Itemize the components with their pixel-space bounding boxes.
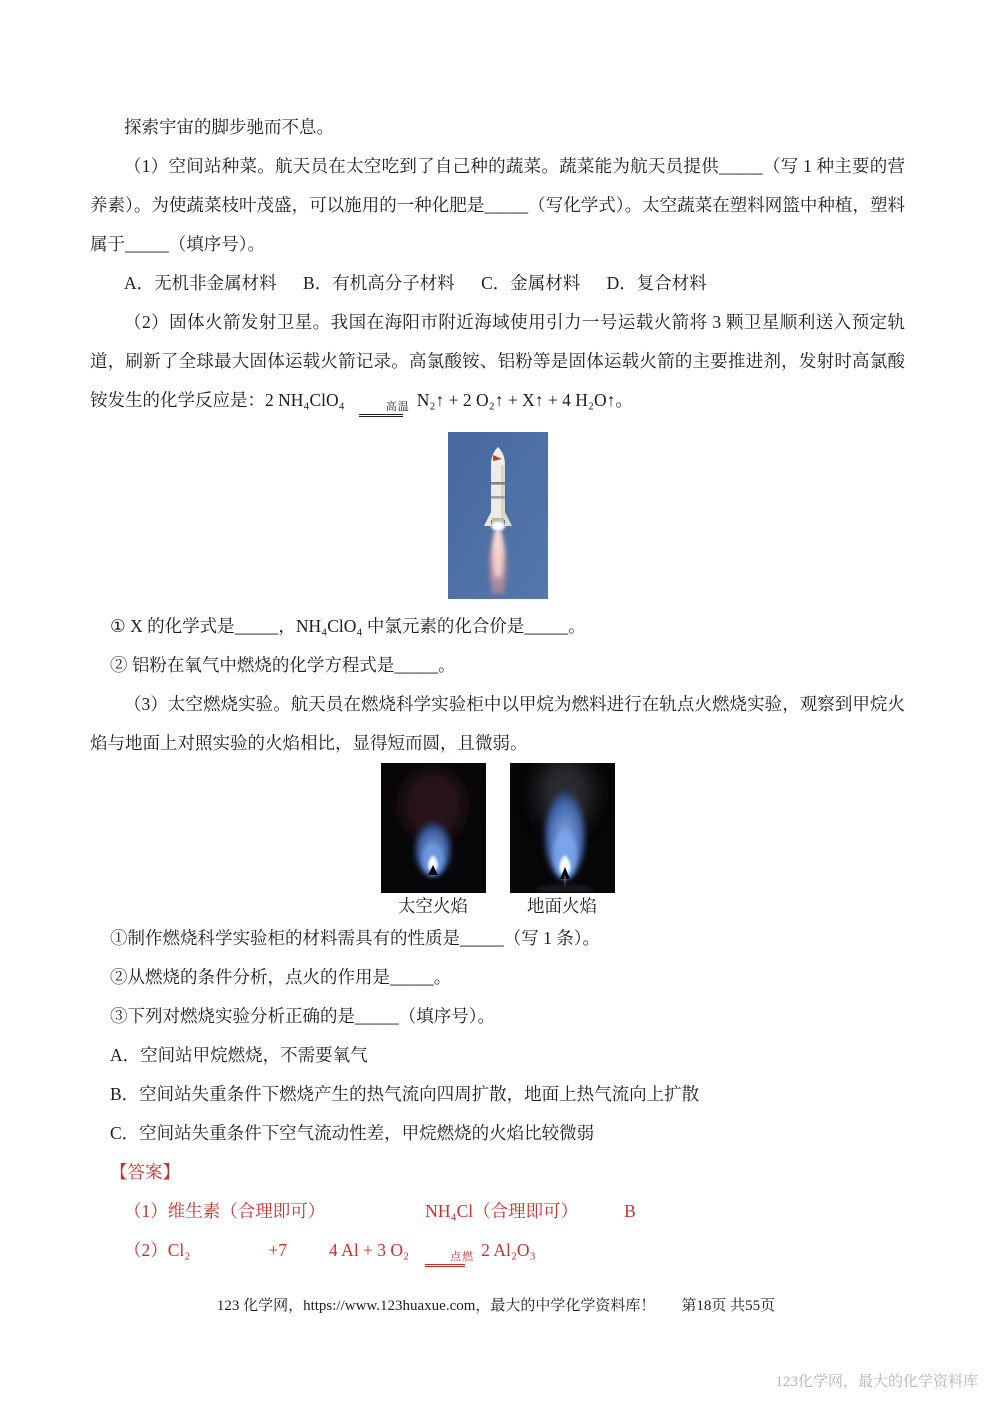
answer-2-valence: +7 (268, 1240, 288, 1260)
space-flame-caption: 太空火焰 (398, 896, 468, 916)
condition-label: 高温 (385, 401, 410, 413)
question-3-option-b (90, 1075, 905, 1114)
equation-lhs: 2 NH₄ClO₄ (265, 390, 345, 410)
condition-label: 点燃 (450, 1251, 475, 1263)
option-b-text: B．空间站失重条件下燃烧产生的热气流向四周扩散，地面上热气流向上扩散 (110, 1084, 700, 1104)
question-3-paragraph (90, 685, 905, 763)
answer-1-choice: B (624, 1201, 636, 1221)
ground-flame-illustration (510, 763, 615, 893)
question-2-paragraph (90, 303, 905, 420)
answer-line-2 (90, 1231, 905, 1270)
intro-paragraph (90, 108, 905, 147)
equation-rhs: N₂↑ + 2 O₂↑ + X↑ + 4 H₂O↑。 (416, 390, 633, 410)
footer-page-number: 第18页 共55页 (681, 1298, 776, 1314)
answer-line-1 (90, 1192, 905, 1231)
aluminum-combustion-equation (329, 1240, 536, 1263)
answer-equation-rhs: 2 Al₂O₃ (481, 1240, 536, 1260)
question-3-option-a (90, 1036, 905, 1075)
rocket-illustration (448, 432, 548, 599)
double-line (359, 414, 403, 417)
option-d: D．复合材料 (606, 273, 707, 293)
nh4clo4-decomposition-equation (265, 390, 633, 413)
rocket-launch-photo (448, 432, 548, 599)
option-b: B．有机高分子材料 (303, 273, 455, 293)
answer-1-vitamin: （1）维生素（合理即可） (124, 1201, 326, 1221)
reaction-condition-high-temperature (352, 401, 410, 417)
option-c: C．金属材料 (481, 273, 581, 293)
question-2-sub2 (90, 646, 905, 685)
watermark-text: 123化学网，最大的化学资料库 (775, 1374, 978, 1390)
question-2-sub2-text: ② 铝粉在氧气中燃烧的化学方程式是_____。 (110, 655, 456, 675)
question-1-options (90, 264, 905, 303)
question-2-text: （2）固体火箭发射卫星。我国在海阳市附近海域使用引力一号运载火箭将 3 颗卫星顺利送入预定轨道，刷新了全球最大固体运载火箭记录。高氯酸铵、铝粉等是固体运载火箭的主要推进剂，发射时高氯酸铵发生的化学反应是： (90, 312, 905, 410)
answer-1-nh4cl: NH₄Cl（合理即可） (425, 1201, 579, 1221)
answer-header (90, 1153, 905, 1192)
page-footer (0, 1294, 992, 1318)
question-3-sub1-text: ①制作燃烧科学实验柜的材料需具有的性质是_____（写 1 条）。 (110, 928, 600, 948)
option-a-text: A．空间站甲烷燃烧，不需要氧气 (110, 1045, 368, 1065)
question-3-sub2-text: ②从燃烧的条件分析，点火的作用是_____。 (110, 967, 452, 987)
space-flame-photo (381, 763, 486, 919)
question-3-sub1 (90, 919, 905, 958)
reaction-condition-ignite (416, 1251, 474, 1267)
question-1-text: （1）空间站种菜。航天员在太空吃到了自己种的蔬菜。蔬菜能为航天员提供_____（写 1 种主要的营养素）。为使蔬菜枝叶茂盛，可以施用的一种化肥是_____（写化学式）。太空蔬菜在塑料网篮中种植，塑料属于_____（填序号）。 (90, 156, 905, 254)
question-3-sub2 (90, 958, 905, 997)
footer-site-text: 123 化学网，https://www.123huaxue.com，最大的中学化学资料库！ (216, 1298, 656, 1314)
question-2-sub1 (90, 607, 905, 646)
ground-flame-photo (510, 763, 615, 919)
question-3-option-c (90, 1114, 905, 1153)
question-1-paragraph (90, 147, 905, 264)
space-flame-illustration (381, 763, 486, 893)
answer-2-cl2: （2）Cl₂ (124, 1240, 191, 1260)
flame-comparison-figure (90, 763, 905, 919)
option-a: A．无机非金属材料 (124, 273, 277, 293)
answer-header-text: 【答案】 (110, 1162, 180, 1182)
ground-flame-caption: 地面火焰 (527, 896, 597, 916)
question-3-sub3-text: ③下列对燃烧实验分析正确的是_____（填序号）。 (110, 1006, 495, 1026)
question-3-text: （3）太空燃烧实验。航天员在燃烧科学实验柜中以甲烷为燃料进行在轨点火燃烧实验，观察到甲烷火焰与地面上对照实验的火焰相比，显得短而圆，且微弱。 (90, 694, 905, 753)
double-line (425, 1264, 465, 1267)
question-3-sub3 (90, 997, 905, 1036)
option-c-text: C．空间站失重条件下空气流动性差，甲烷燃烧的火焰比较微弱 (110, 1123, 595, 1143)
intro-text: 探索宇宙的脚步驰而不息。 (124, 117, 334, 137)
answer-equation-lhs: 4 Al + 3 O₂ (329, 1240, 410, 1260)
question-2-sub1-text: ① X 的化学式是_____，NH₄ClO₄ 中氯元素的化合价是_____。 (110, 616, 586, 636)
